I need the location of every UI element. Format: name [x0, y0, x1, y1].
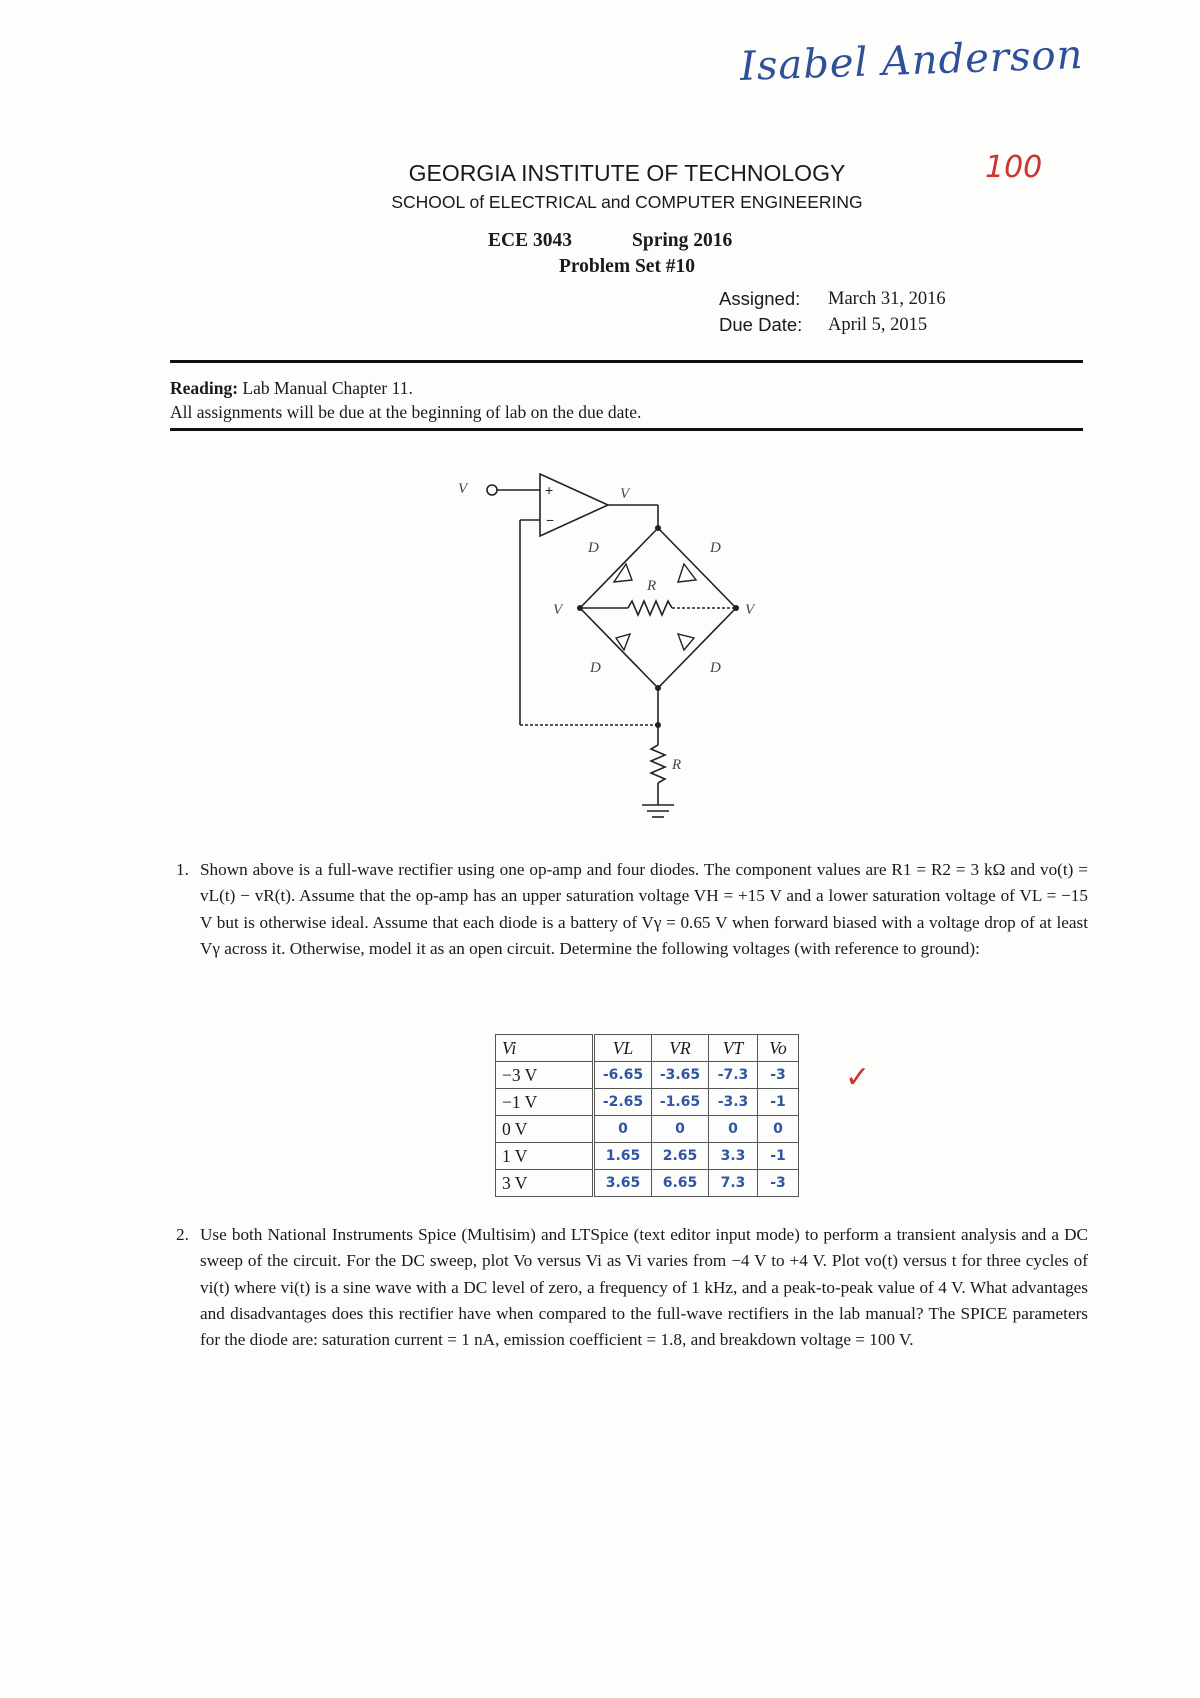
problem-2: [176, 1222, 1088, 1353]
cell-vi: −3 V: [496, 1062, 594, 1089]
label-plus: +: [545, 482, 554, 498]
table-row: [496, 1062, 799, 1089]
cell-vt: 7.3: [709, 1170, 758, 1197]
header-vt: VT: [709, 1035, 758, 1062]
label-r2: R: [672, 757, 682, 773]
cell-vo: -1: [758, 1143, 799, 1170]
rectifier-circuit-diagram: [440, 460, 800, 840]
problem-set-title: Problem Set #10: [558, 256, 696, 277]
problem-2-text: Use both National Instruments Spice (Multisim) and LTSpice (text editor input mode) to perform a transient analysis and a DC sweep of the circuit. For the DC sweep, plot Vo versus Vi as Vi varies from −4 V to +4 V. Plot vo(t) versus t for three cycles of vi(t) where vi(t) is a sine wave with a DC level of zero, a frequency of 1 kHz, and a peak-to-peak value of 4 V. What advantages and disadvantages does this rectifier have when compared to the full-wave rectifiers in the lab manual? The SPICE parameters for the diode are: saturation current = 1 nA, emission coefficient = 1.8, and breakdown voltage = 100 V.: [200, 1225, 1088, 1350]
label-vt: V: [620, 486, 630, 502]
label-d1: D: [710, 660, 721, 676]
assigned-date: March 31, 2016: [828, 289, 946, 309]
header-vi: Vi: [496, 1035, 594, 1062]
input-terminal: [487, 485, 497, 495]
header-vl: VL: [594, 1035, 652, 1062]
due-label: Due Date:: [719, 314, 803, 335]
cell-vr: -3.65: [652, 1062, 709, 1089]
table-header-row: [496, 1035, 799, 1062]
cell-vt: -3.3: [709, 1089, 758, 1116]
cell-vr: -1.65: [652, 1089, 709, 1116]
header-rule-bottom: [170, 428, 1083, 431]
institute-name: GEORGIA INSTITUTE OF TECHNOLOGY: [408, 160, 846, 186]
cell-vl: 1.65: [594, 1143, 652, 1170]
diode-d2: [614, 564, 632, 582]
table-row: [496, 1116, 799, 1143]
check-mark-icon: ✓: [845, 1061, 871, 1094]
resistor-r1: [628, 601, 672, 615]
cell-vt: -7.3: [709, 1062, 758, 1089]
table-row: [496, 1089, 799, 1116]
cell-vo: -3: [758, 1062, 799, 1089]
cell-vr: 2.65: [652, 1143, 709, 1170]
table-row: [496, 1170, 799, 1197]
cell-vl: 0: [594, 1116, 652, 1143]
label-d3: D: [590, 660, 601, 676]
label-r1: R: [647, 578, 657, 594]
reading-text: Lab Manual Chapter 11.: [242, 378, 413, 398]
student-signature: Isabel Anderson: [739, 32, 1085, 90]
cell-vl: 3.65: [594, 1170, 652, 1197]
cell-vr: 6.65: [652, 1170, 709, 1197]
cell-vo: 0: [758, 1116, 799, 1143]
assigned-label: Assigned:: [719, 288, 801, 309]
table-row: [496, 1143, 799, 1170]
cell-vt: 0: [709, 1116, 758, 1143]
school-name: SCHOOL of ELECTRICAL and COMPUTER ENGINEERING: [391, 192, 863, 212]
cell-vt: 3.3: [709, 1143, 758, 1170]
course-code: ECE 3043: [488, 230, 572, 251]
label-vi: V: [458, 481, 468, 497]
due-note: All assignments will be due at the beginning of lab on the due date.: [170, 402, 642, 422]
grade-score: 100: [985, 150, 1043, 185]
reading-line: [170, 378, 413, 399]
reading-label: Reading:: [170, 378, 239, 398]
cell-vi: 1 V: [496, 1143, 594, 1170]
cell-vi: 0 V: [496, 1116, 594, 1143]
label-d4: D: [710, 540, 721, 556]
label-d2: D: [588, 540, 599, 556]
cell-vo: -3: [758, 1170, 799, 1197]
label-vl: V: [553, 602, 563, 618]
problem-1-number: 1.: [176, 860, 189, 879]
header-vo: Vo: [758, 1035, 799, 1062]
cell-vo: -1: [758, 1089, 799, 1116]
diode-d4: [678, 564, 696, 582]
resistor-r2: [651, 745, 665, 783]
header-rule-top: [170, 360, 1083, 363]
label-vr: V: [745, 602, 755, 618]
cell-vl: -6.65: [594, 1062, 652, 1089]
header-vr: VR: [652, 1035, 709, 1062]
diode-d1: [678, 634, 694, 650]
label-minus: −: [546, 512, 555, 528]
cell-vi: −1 V: [496, 1089, 594, 1116]
cell-vr: 0: [652, 1116, 709, 1143]
cell-vi: 3 V: [496, 1170, 594, 1197]
problem-1: [176, 857, 1088, 962]
cell-vl: -2.65: [594, 1089, 652, 1116]
due-date: April 5, 2015: [828, 315, 928, 335]
course-term: Spring 2016: [632, 230, 733, 251]
problem-1-text: Shown above is a full-wave rectifier using one op-amp and four diodes. The component values are R1 = R2 = 3 kΩ and vo(t) = vL(t) − vR(t). Assume that the op-amp has an upper saturation voltage VH = +15 V and a lower saturation voltage of VL = −15 V but is otherwise ideal. Assume that each diode is a battery of Vγ = 0.65 V when forward biased with a voltage drop of at least Vγ across it. Otherwise, model it as an open circuit. Determine the following voltages (with reference to ground):: [200, 860, 1088, 958]
voltage-table: [495, 1034, 799, 1197]
problem-2-number: 2.: [176, 1225, 189, 1244]
